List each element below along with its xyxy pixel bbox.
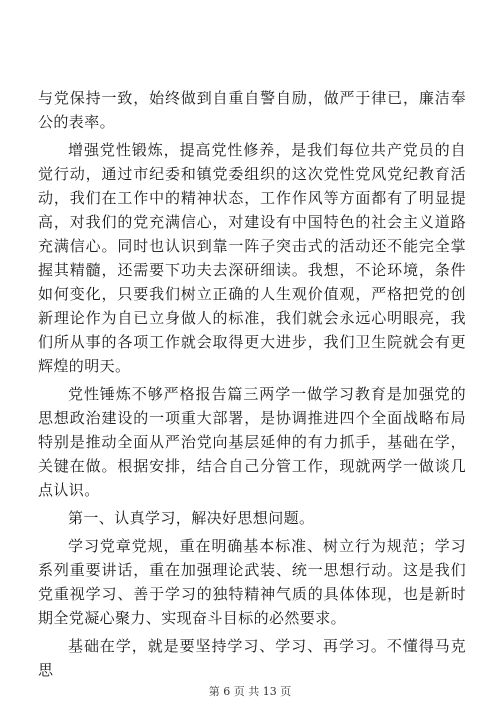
- paragraph: 党性锤炼不够严格报告篇三两学一做学习教育是加强党的思想政治建设的一项重大部署，是协调推进四个全面战略布局特别是推动全面从严治党向基层延伸的有力抓手，基础在学，关键在做。根据安排，结合自己分管工作，现就两学一做谈几点认识。: [38, 385, 466, 499]
- paragraph: 增强党性锻炼，提高党性修养，是我们每位共产党员的自觉行动，通过市纪委和镇党委组织的这次党性党风党纪教育活动，我们在工作中的精神状态，工作作风等方面都有了明显提高，对我们的党充满信心，对建设有中国特色的社会主义道路充满信心。同时也认识到靠一阵子突击式的活动还不能完全掌握其精髓，还需要下功夫去深研细读。我想，不论环境，条件如何变化，只要我们树立正确的人生观价值观，严格把党的创新理论作为自已立身做人的标准，我们就会永远心明眼亮，我们所从事的各项工作就会取得更大进步，我们卫生院就会有更辉煌的明天。: [38, 141, 466, 375]
- paragraph: 学习党章党规，重在明确基本标准、树立行为规范；学习系列重要讲话，重在加强理论武装、统一思想行动。这是我们党重视学习、善于学习的独特精神气质的具体体现，也是新时期全党凝心聚力、实现奋斗目标的必然要求。: [38, 537, 466, 627]
- paragraph: 基础在学，就是要坚持学习、学习、再学习。不懂得马克思: [38, 637, 466, 679]
- document-body: [38, 86, 466, 682]
- section-heading: 第一、认真学习，解决好思想问题。: [68, 509, 315, 527]
- paragraph: 与党保持一致，始终做到自重自警自励，做严于律已，廉洁奉公的表率。: [38, 89, 466, 131]
- page-number-footer: 第 6 页 共 13 页: [208, 685, 292, 698]
